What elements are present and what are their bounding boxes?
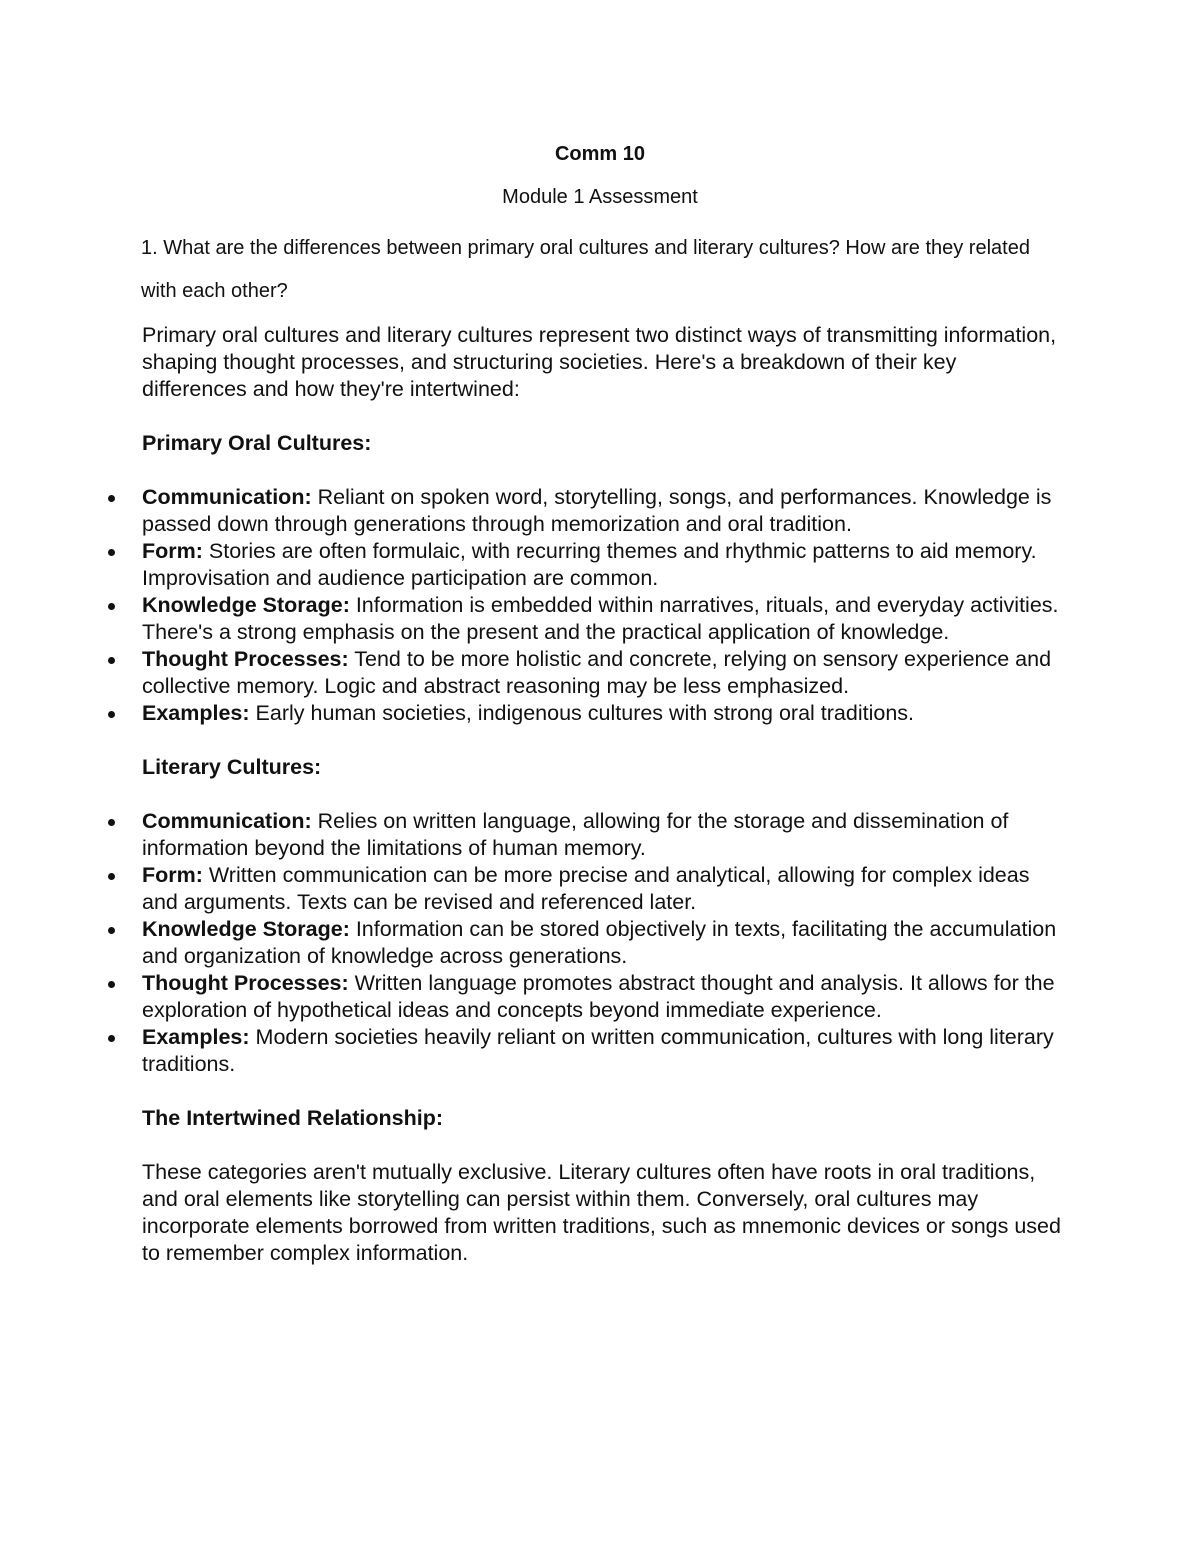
bullet-text: Written language promotes abstract thought and analysis. It allows for the exploration of hypothetical ideas and concepts beyond immediate experience. <box>142 971 1055 1022</box>
bullet-key: Knowledge Storage: <box>142 917 350 941</box>
bullet-text: Written communication can be more precise and analytical, allowing for complex ideas and arguments. Texts can be revised and referenced later. <box>142 863 1030 914</box>
bullet-key: Form: <box>142 539 203 563</box>
bullet-text: Early human societies, indigenous cultures with strong oral traditions. <box>249 701 915 725</box>
list-item <box>142 646 1062 700</box>
bullet-key: Thought Processes: <box>142 971 349 995</box>
list-item <box>142 862 1062 916</box>
list-item <box>142 970 1062 1024</box>
section-heading-relationship: The Intertwined Relationship: <box>142 1106 444 1130</box>
intro-paragraph: Primary oral cultures and literary cultures represent two distinct ways of transmitting information, shaping thought processes, and structuring societies. Here's a breakdown of their key differences and how they're intertwined: <box>142 323 1057 401</box>
document-subtitle: Module 1 Assessment <box>502 186 698 208</box>
bullet-key: Form: <box>142 863 203 887</box>
list-item <box>142 1024 1062 1078</box>
question-text: 1. What are the differences between primary oral cultures and literary cultures? How are they related with each other? <box>141 237 1030 302</box>
bullet-key: Thought Processes: <box>142 647 349 671</box>
bullet-text: Stories are often formulaic, with recurring themes and rhythmic patterns to aid memory. Improvisation and audience participation are common. <box>142 539 1037 590</box>
bullet-text: Information can be stored objectively in texts, facilitating the accumulation and organization of knowledge across generations. <box>142 917 1057 968</box>
document-title: Comm 10 <box>554 143 646 165</box>
list-item <box>142 592 1062 646</box>
bullet-text: Information is embedded within narratives, rituals, and everyday activities. There's a strong emphasis on the present and the practical application of knowledge. <box>142 593 1059 644</box>
bullet-key: Knowledge Storage: <box>142 593 350 617</box>
bullet-key: Communication: <box>142 485 312 509</box>
list-item <box>142 538 1062 592</box>
bullet-text: Relies on written language, allowing for the storage and dissemination of information beyond the limitations of human memory. <box>142 809 1009 860</box>
list-item <box>142 916 1062 970</box>
list-item <box>142 808 1062 862</box>
section-heading-oral: Primary Oral Cultures: <box>142 431 372 455</box>
bullet-text: Reliant on spoken word, storytelling, songs, and performances. Knowledge is passed down through generations through memorization and oral tradition. <box>142 485 1052 536</box>
list-item <box>142 484 1062 538</box>
bullet-key: Examples: <box>142 701 250 725</box>
list-item <box>142 700 1062 727</box>
relationship-paragraph: These categories aren't mutually exclusive. Literary cultures often have roots in oral traditions, and oral elements like storytelling can persist within them. Conversely, oral cultures may incorporate elements borrowed from written traditions, such as mnemonic devices or songs used to remember complex information. <box>142 1160 1061 1265</box>
bullet-text: Tend to be more holistic and concrete, relying on sensory experience and collective memory. Logic and abstract reasoning may be less emphasized. <box>142 647 1052 698</box>
section-heading-literary: Literary Cultures: <box>142 755 322 779</box>
oral-cultures-list <box>142 484 1062 727</box>
bullet-key: Examples: <box>142 1025 250 1049</box>
bullet-text: Modern societies heavily reliant on written communication, cultures with long literary traditions. <box>142 1025 1054 1076</box>
answer-body <box>142 322 1062 1267</box>
bullet-key: Communication: <box>142 809 312 833</box>
literary-cultures-list <box>142 808 1062 1078</box>
